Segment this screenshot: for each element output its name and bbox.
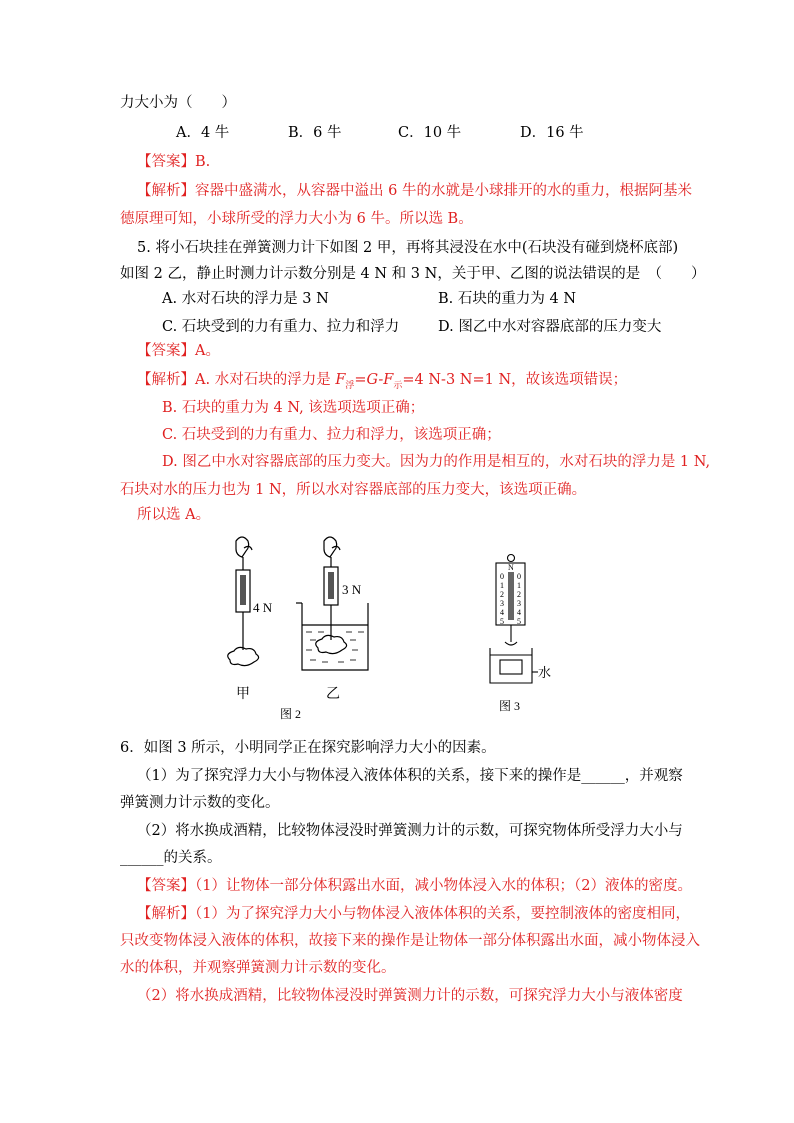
- q6-part1-line2: 弹簧测力计示数的变化。: [120, 795, 280, 811]
- q6-analysis-line3: 水的体积，并观察弹簧测力计示数的变化。: [120, 960, 396, 976]
- q5-answer: 【答案】A。: [137, 343, 220, 359]
- q4-analysis-text: 容器中盛满水，从容器中溢出 6 牛的水就是小球排开的水的重力，根据阿基米: [195, 183, 692, 199]
- scale-spring: [240, 575, 246, 605]
- q4-analysis-line2: 德原理可知，小球所受的浮力大小为 6 牛。所以选 B。: [120, 211, 473, 227]
- stone-jia: [228, 647, 259, 665]
- q5-option-d: D. 图乙中水对容器底部的压力变大: [438, 319, 662, 335]
- scale-unit-n: N: [508, 563, 514, 572]
- scale-spring: [328, 572, 334, 599]
- q6-answer: 【答案】（1）让物体一部分体积露出水面，减小物体浸入水的体积；（2）液体的密度。: [137, 878, 692, 894]
- q4-option-c: C．10 牛: [398, 125, 462, 141]
- q5-analysis-d2: 石块对水的压力也为 1 N，所以水对容器底部的压力变大，该选项正确。: [120, 482, 587, 498]
- scale-right-4: 4: [517, 608, 521, 617]
- scale-spring: [508, 572, 514, 620]
- figure3-caption: 图 3: [499, 699, 521, 713]
- q5-analysis-c: C. 石块受到的力有重力、拉力和浮力，该选项正确；: [162, 427, 501, 443]
- q5-analysis-a: [137, 370, 627, 396]
- q4-answer: 【答案】B.: [137, 154, 211, 170]
- q5-option-a: A. 水对石块的浮力是 3 N: [162, 291, 329, 307]
- water-label: 水: [538, 665, 552, 680]
- q4-option-a: A．4 牛: [176, 125, 230, 141]
- q5-analysis-b: B. 石块的重力为 4 N, 该选项选项正确；: [162, 400, 425, 416]
- q5-stem-line2: 如图 2 乙，静止时测力计示数分别是 4 N 和 3 N，关于甲、乙图的说法错误的是 （ ）: [120, 266, 706, 282]
- q6-stem: 6．如图 3 所示，小明同学正在探究影响浮力大小的因素。: [120, 740, 496, 756]
- subscript-reading: 示: [393, 380, 403, 391]
- q5-analysis-d1: D. 图乙中水对容器底部的压力变大。因为力的作用是相互的，水对石块的浮力是 1 N,: [162, 454, 711, 470]
- q5-conclusion: 所以选 A。: [137, 507, 211, 523]
- q5-stem-line1: 5. 将小石块挂在弹簧测力计下如图 2 甲，再将其浸没在水中(石块没有碰到烧杯底部): [137, 240, 679, 256]
- q5-analysis-a-prefix: A. 水对石块的浮力是: [195, 372, 336, 388]
- analysis-label: 【解析】: [137, 372, 195, 388]
- q6-analysis-line4: （2）将水换成酒精，比较物体浸没时弹簧测力计的示数，可探究浮力大小与液体密度: [137, 988, 683, 1004]
- q6-analysis-line2: 只改变物体浸入液体的体积，故接下来的操作是让物体一部分体积露出水面，减小物体浸入: [120, 933, 700, 949]
- analysis-label: 【解析】: [137, 906, 195, 922]
- subscript-buoyancy: 浮: [345, 380, 355, 391]
- formula-eq: =G-F: [354, 372, 394, 388]
- q6-part1-line1: （1）为了探究浮力大小与物体浸入液体体积的关系，接下来的操作是______，并观察: [137, 768, 683, 784]
- q4-option-d: D．16 牛: [520, 125, 584, 141]
- scale-right-1: 1: [517, 581, 521, 590]
- q6-part2-line1: （2）将水换成酒精，比较物体浸没时弹簧测力计的示数，可探究物体所受浮力大小与: [137, 823, 683, 839]
- scale-left-5: 5: [500, 617, 504, 626]
- scale-left-2: 2: [500, 590, 504, 599]
- reading-jia: 4 N: [253, 600, 273, 615]
- label-jia: 甲: [236, 687, 250, 702]
- scale-right-0: 0: [517, 572, 521, 581]
- q6-analysis-text: （1）为了探究浮力大小与物体浸入液体体积的关系，要控制液体的密度相同，: [195, 906, 690, 922]
- scale-left-3: 3: [500, 599, 504, 608]
- top-ring: [508, 555, 515, 562]
- reading-yi: 3 N: [342, 582, 362, 597]
- scale-left-4: 4: [500, 608, 504, 617]
- q5-analysis-a-suffix: =4 N-3 N=1 N，故该选项错误；: [402, 372, 628, 388]
- scale-left-1: 1: [500, 581, 504, 590]
- q4-stem-tail: 力大小为（ ）: [120, 95, 236, 111]
- q4-option-b: B．6 牛: [288, 125, 342, 141]
- figures-area: [0, 525, 794, 725]
- analysis-label: 【解析】: [137, 183, 195, 199]
- object-block: [500, 660, 522, 674]
- label-yi: 乙: [326, 687, 340, 702]
- formula-f: F: [335, 372, 346, 388]
- figure2-caption: 图 2: [280, 707, 302, 721]
- q6-part2-line2: ______的关系。: [120, 850, 222, 866]
- q5-option-c: C. 石块受到的力有重力、拉力和浮力: [162, 319, 400, 335]
- scale-right-2: 2: [517, 590, 521, 599]
- scale-right-3: 3: [517, 599, 521, 608]
- spring-scale-fig3: [490, 555, 538, 684]
- q4-analysis-line1: [137, 181, 692, 201]
- q5-option-b: B. 石块的重力为 4 N: [438, 291, 577, 307]
- scale-right-5: 5: [517, 617, 521, 626]
- scale-left-0: 0: [500, 572, 504, 581]
- bottom-hook: [505, 642, 517, 645]
- q6-analysis-line1: [137, 904, 690, 924]
